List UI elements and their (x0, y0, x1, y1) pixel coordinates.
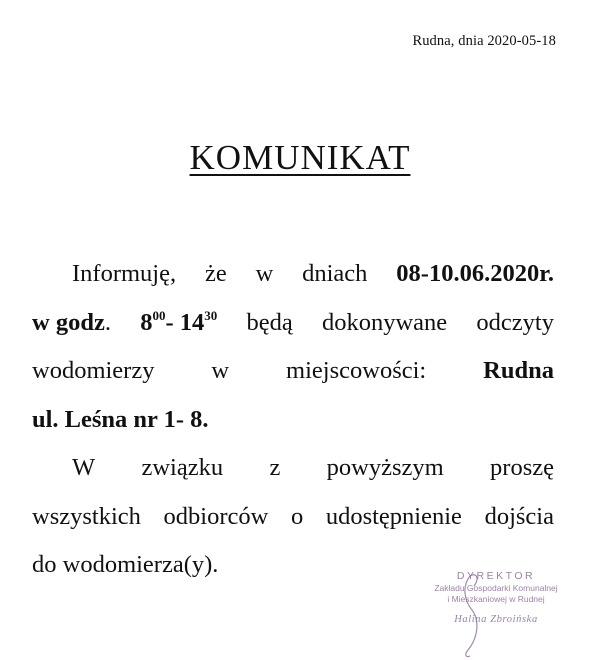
word: związku (141, 454, 224, 481)
word: wszystkich (32, 502, 141, 530)
hours-range (140, 299, 217, 348)
paragraph1-line4 (32, 396, 554, 445)
paragraph1-line3 (32, 347, 554, 396)
word: o (290, 502, 304, 530)
word: z (269, 454, 281, 481)
word: miejscowości: (286, 357, 427, 384)
word: proszę (490, 454, 554, 481)
word: W (72, 454, 96, 481)
place-name: Rudna (483, 357, 554, 384)
stamp-name: Halina Zbroińska (454, 614, 538, 625)
document-dateline: Rudna, dnia 2020-05-18 (412, 33, 556, 49)
hour-start: 8 (140, 308, 153, 336)
closing-text: do wodomierza(y). (32, 551, 219, 578)
word: że (204, 260, 227, 287)
announcement-body (32, 250, 554, 590)
stamp-line2: i Mieszkaniowej w Rudnej (447, 593, 545, 604)
paragraph2-line1 (32, 444, 554, 493)
paragraph1-line2 (32, 299, 554, 348)
director-stamp (396, 570, 596, 625)
word: w (211, 357, 230, 384)
street-address: ul. Leśna nr 1- 8. (32, 405, 209, 433)
reading-dates: 08-10.06.2020r. (396, 260, 554, 287)
hours-label: w godz (32, 308, 105, 336)
word: powyższym (326, 454, 444, 481)
hours-dot: . (104, 308, 111, 336)
reading-hours (32, 299, 111, 348)
word: odbiorców (163, 502, 269, 530)
word: odczyty (476, 308, 554, 336)
stamp-title: DYREKTOR (456, 570, 536, 582)
hours-dash: - (165, 308, 180, 336)
word: dniach (302, 260, 368, 287)
hour-end-minutes: 30 (204, 307, 218, 323)
document-title-text: KOMUNIKAT (189, 138, 411, 177)
paragraph1-line1 (32, 250, 554, 299)
hour-start-minutes: 00 (152, 307, 166, 323)
word: będą (246, 308, 293, 336)
hour-end: 14 (179, 308, 205, 336)
word: dokonywane (321, 308, 448, 336)
word: dojścia (484, 502, 554, 530)
word: wodomierzy (32, 357, 155, 384)
word: w (255, 260, 274, 287)
word: udostępnienie (325, 502, 462, 530)
stamp-line1: Zakładu Gospodarki Komunalnej (434, 583, 558, 593)
document-title (0, 138, 600, 178)
paragraph2-line2 (32, 493, 554, 542)
word: Informuję, (72, 260, 177, 287)
